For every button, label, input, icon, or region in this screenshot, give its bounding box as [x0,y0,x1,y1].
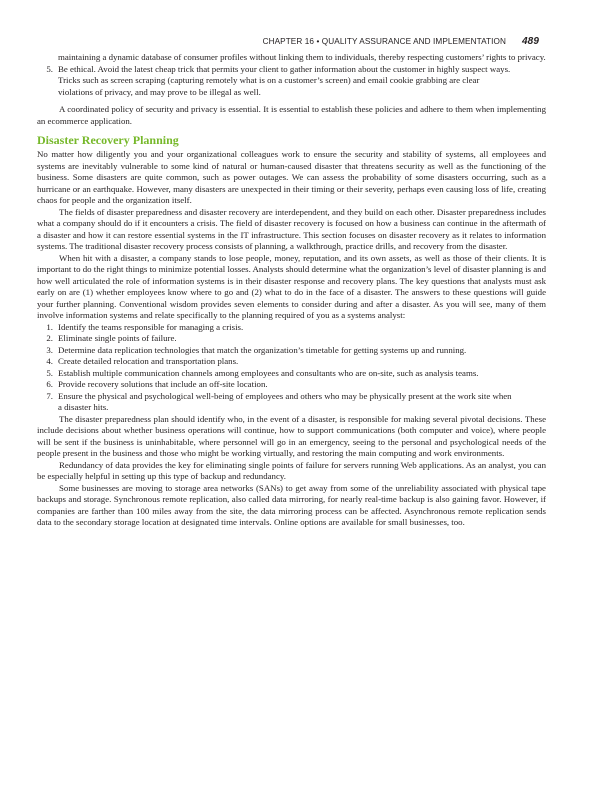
list-item [37,368,546,380]
paragraph: When hit with a disaster, a company stands to lose people, money, reputation, and its own assets, as well as those of their clients. It is important to do the right things to minimize potential losses. Analysts should determine what the organization’s level of disaster planning is and how well articulated the role of information systems is in their disaster response and recovery plans. The key questions that analysts must ask early on are (1) whether employees know where to go and (2) what to do in the face of a disaster. The answers to these questions will guide your further planning. Conventional wisdom provides seven elements to consider during and after a disaster. As you will see, many of them involve information systems and relate specifically to the planning required of you as a systems analyst: [37,252,546,320]
chapter-title: CHAPTER 16 • QUALITY ASSURANCE AND IMPLEMENTATION [262,37,506,46]
list-text: Identify the teams responsible for managing a crisis. [58,321,244,332]
paragraph: A coordinated policy of security and privacy is essential. It is essential to establish these policies and adhere to them when implementing an ecommerce application. [37,104,546,126]
paragraph: Some businesses are moving to storage area networks (SANs) to get away from some of the unreliability associated with physical tape backups and storage. Synchronous remote replication, also called data mirroring, for nearly real-time backup is also gaining favor. However, if companies are farther than 100 miles away from the site, the data mirroring process can be affected. Asynchronous remote replication sends data to the secondary storage location at designated time intervals. Online options are available for small businesses, too. [37,482,546,527]
privacy-list [37,64,546,99]
page-number: 489 [522,36,539,47]
list-item [37,333,546,345]
list-text: Determine data replication technologies that match the organization’s timetable for getting systems up and running. [58,344,467,355]
list-number: 5. [46,367,53,378]
list-number: 1. [46,321,53,332]
paragraph: The disaster preparedness plan should identify who, in the event of a disaster, is responsible for making several pivotal decisions. These include decisions about whether business operations will continue, how to support communications (both computer and voice), where people will be sent if the business is uninhabitable, where personnel will go in an emergency, seeing to the personal and psychological needs of the people present in the business and those who might be working virtually, and restoring the main computing and work environments. [37,413,546,458]
list-item-continued: maintaining a dynamic database of consumer profiles without linking them to individuals, thereby respecting customers’ rights to privacy. [58,52,546,62]
list-item [37,64,546,99]
paragraph: Redundancy of data provides the key for eliminating single points of failure for servers running Web applications. As an analyst, you can be especially helpful in setting up this type of backup and redundancy. [37,459,546,481]
list-item [37,322,546,334]
running-head [263,36,539,47]
list-number: 6. [46,379,53,389]
list-text: Ensure the physical and psychological well-being of employees and others who may be physically present at the work site when a disaster hits. [58,390,512,412]
list-item [37,356,546,368]
disaster-elements-list [37,322,546,414]
list-text: Provide recovery solutions that include an off-site location. [58,379,268,389]
list-item [37,391,546,414]
paragraph: The fields of disaster preparedness and disaster recovery are interdependent, and they build on each other. Disaster preparedness includes what a company should do if it encounters a crisis. The field of disaster recovery is focused on how a business can continue in the aftermath of a disaster and how it can restore essential systems in the IT infrastructure. This section focuses on disaster recovery as it relates to information systems. The traditional disaster recovery process consists of planning, a walkthrough, practice drills, and recovery from the disaster. [37,206,546,251]
list-number: 2. [46,333,53,343]
list-number: 7. [46,390,53,401]
section-heading: Disaster Recovery Planning [37,133,179,147]
list-number: 5. [46,63,53,74]
list-number: 4. [46,356,53,366]
list-item [37,379,546,391]
paragraph: No matter how diligently you and your organizational colleagues work to ensure the security and stability of systems, all employees and systems are inevitably vulnerable to some kind of natural or human-caused disaster that threatens security as well as the functioning of the business. Some disasters are quite common, such as power outages. We can assess the probability of some disasters occurring, such as a hurricane or an earthquake. However, many disasters are unexpected in their timing or their severity, perhaps even causing loss of life, creating chaos for people and the organization itself. [37,149,546,205]
list-text: Establish multiple communication channels among employees and consultants who are on-site, such as analysis teams. [58,367,479,378]
list-item [37,345,546,357]
list-text: Create detailed relocation and transportation plans. [58,356,239,366]
list-text: Eliminate single points of failure. [58,333,177,343]
page-content [37,52,546,529]
list-text: Be ethical. Avoid the latest cheap trick that permits your client to gather information about the customer in highly suspect ways. Tricks such as screen scraping (capturing remotely what is on a customer’s screen) and email cookie grabbing are clear violations of privacy, and may prove to be illegal as well. [58,63,511,97]
list-number: 3. [46,344,53,355]
